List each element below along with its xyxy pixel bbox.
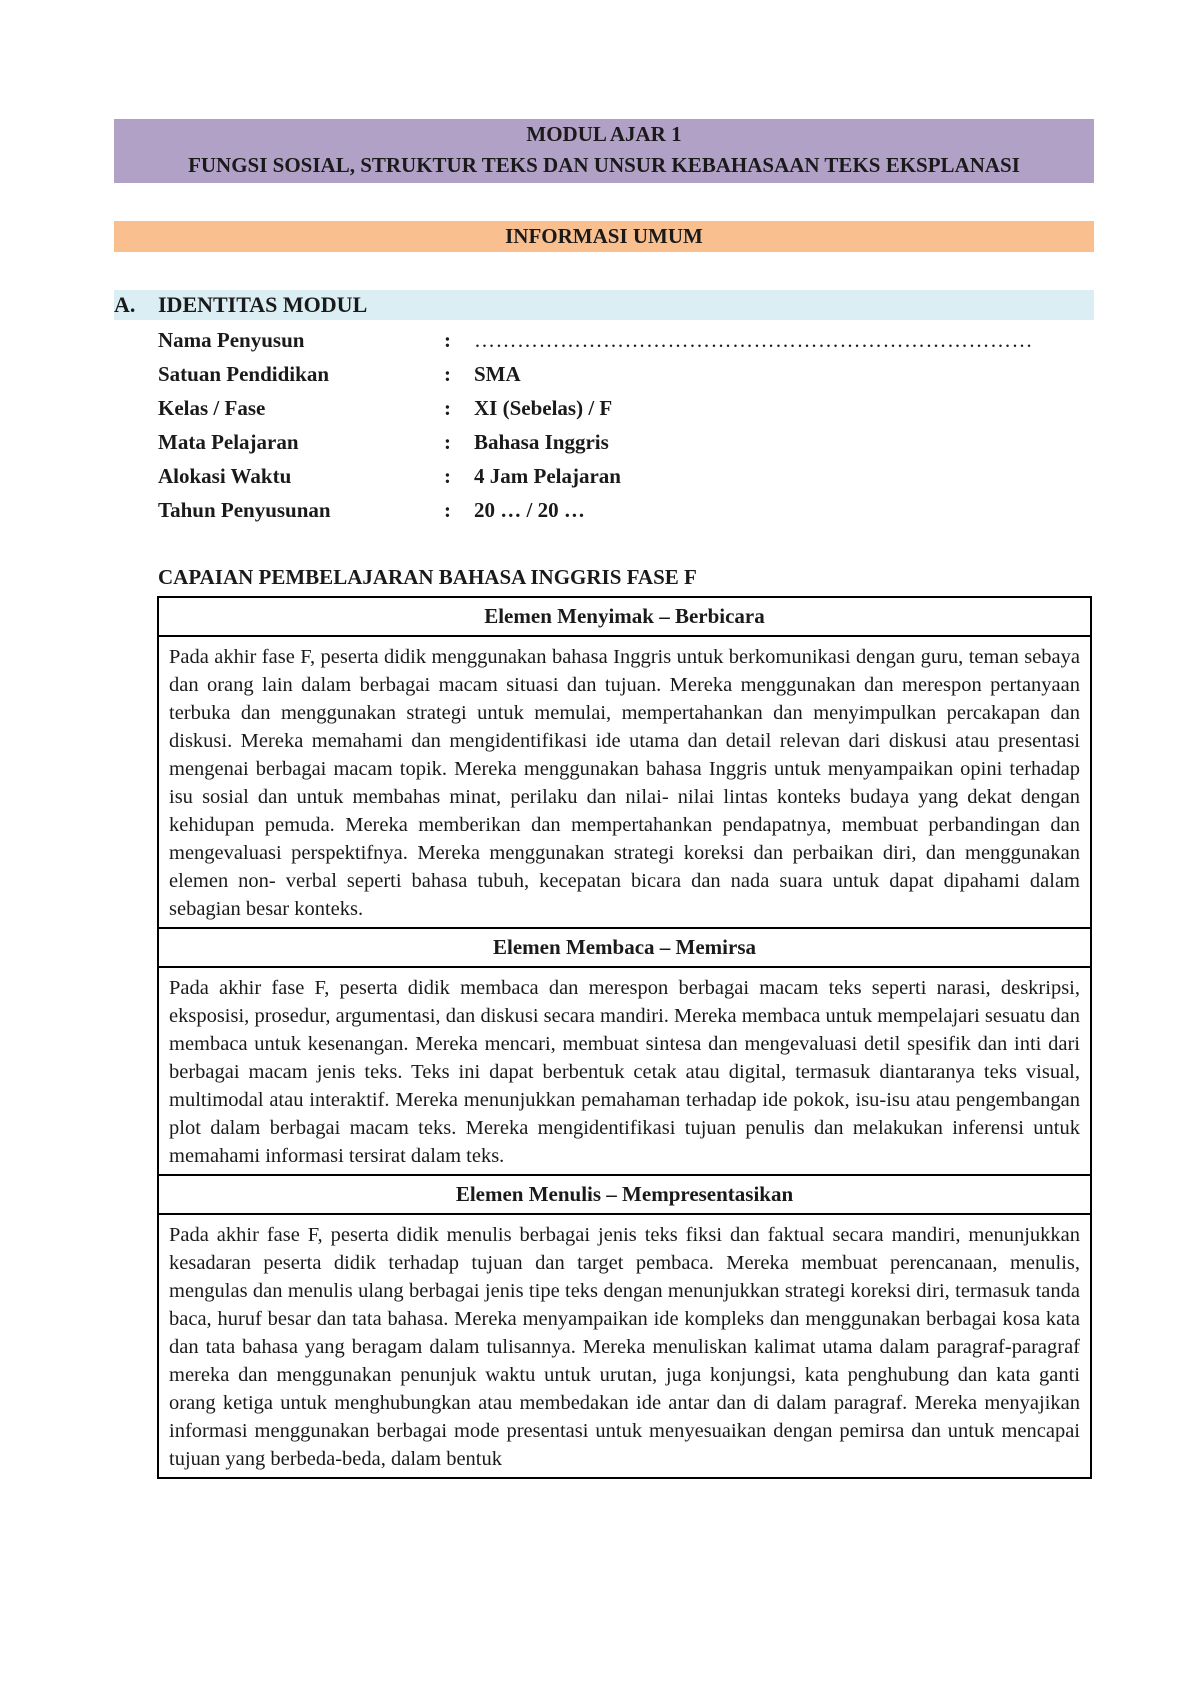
element-title-membaca-memirsa: Elemen Membaca – Memirsa xyxy=(158,928,1091,967)
identity-colon: : xyxy=(444,464,451,488)
identity-label: Alokasi Waktu xyxy=(158,464,292,488)
identity-row-alokasi-waktu xyxy=(158,459,1058,493)
capaian-heading: CAPAIAN PEMBELAJARAN BAHASA INGGRIS FASE F xyxy=(158,565,697,589)
identity-colon: : xyxy=(444,362,451,386)
identity-label: Mata Pelajaran xyxy=(158,430,299,454)
module-subtitle: FUNGSI SOSIAL, STRUKTUR TEKS DAN UNSUR KEBAHASAAN TEKS EKSPLANASI xyxy=(188,153,1020,177)
identity-row-satuan-pendidikan xyxy=(158,357,1058,391)
identity-value: SMA xyxy=(474,362,521,386)
element-text-membaca-memirsa: Pada akhir fase F, peserta didik membaca dan merespon berbagai macam teks seperti narasi, deskripsi, eksposisi, prosedur, argumentasi, dan diskusi secara mandiri. Mereka membaca untuk mempelajari sesuatu dan membaca untuk kesenangan. Mereka mencari, membuat sintesa dan mengevaluasi detil spesifik dan inti dari berbagai macam jenis teks. Teks ini dapat berbentuk cetak atau digital, termasuk diantaranya teks visual, multimodal atau interaktif. Mereka menunjukkan pemahaman terhadap ide pokok, isu-isu atau pengembangan plot dalam berbagai macam teks. Mereka mengidentifikasi tujuan penulis dan melakukan inferensi untuk memahami informasi tersirat dalam teks. xyxy=(158,967,1091,1175)
element-text-menyimak-berbicara: Pada akhir fase F, peserta didik menggunakan bahasa Inggris untuk berkomunikasi dengan guru, teman sebaya dan orang lain dalam berbagai macam situasi dan tujuan. Mereka menggunakan dan merespon pertanyaan terbuka dan menggunakan strategi untuk memulai, mempertahankan dan menyimpulkan percakapan dan diskusi. Mereka memahami dan mengidentifikasi ide utama dan detail relevan dari diskusi atau presentasi mengenai berbagai macam topik. Mereka menggunakan bahasa Inggris untuk menyampaikan opini terhadap isu sosial dan untuk membahas minat, perilaku dan nilai- nilai lintas konteks budaya yang dekat dengan kehidupan pemuda. Mereka memberikan dan mempertahankan pendapatnya, membuat perbandingan dan mengevaluasi perspektifnya. Mereka menggunakan strategi koreksi dan perbaikan diri, dan menggunakan elemen non- verbal seperti bahasa tubuh, kecepatan bicara dan nada suara untuk dapat dipahami dalam sebagian besar konteks. xyxy=(158,636,1091,928)
identity-colon: : xyxy=(444,328,451,352)
identity-label: Nama Penyusun xyxy=(158,328,305,352)
identity-colon: : xyxy=(444,430,451,454)
section-a-letter: A. xyxy=(114,292,136,317)
identity-value: Bahasa Inggris xyxy=(474,430,609,454)
identity-value: 4 Jam Pelajaran xyxy=(474,464,621,488)
identity-row-nama-penyusun xyxy=(158,323,1058,357)
identity-row-kelas-fase xyxy=(158,391,1058,425)
element-title-menulis-mempresentasikan: Elemen Menulis – Mempresentasikan xyxy=(158,1175,1091,1214)
identity-row-tahun-penyusunan xyxy=(158,493,1058,527)
identity-colon: : xyxy=(444,498,451,522)
element-title-menyimak-berbicara: Elemen Menyimak – Berbicara xyxy=(158,597,1091,636)
identity-value: …………………………………………………………………… xyxy=(474,328,1033,352)
section-a-title: IDENTITAS MODUL xyxy=(158,292,368,317)
module-title-banner xyxy=(114,119,1094,183)
identity-label: Satuan Pendidikan xyxy=(158,362,329,386)
element-text-menulis-mempresentasikan: Pada akhir fase F, peserta didik menulis berbagai jenis teks fiksi dan faktual secara mandiri, menunjukkan kesadaran peserta didik terhadap tujuan dan target pembaca. Mereka membuat perencanaan, menulis, mengulas dan menulis ulang berbagai jenis tipe teks dengan menunjukkan strategi koreksi diri, termasuk tanda baca, huruf besar dan tata bahasa. Mereka menyampaikan ide kompleks dan menggunakan berbagai kosa kata dan tata bahasa yang beragam dalam tulisannya. Mereka menuliskan kalimat utama dalam paragraf-paragraf mereka dan menggunakan penunjuk waktu untuk urutan, juga konjungsi, kata penghubung dan kata ganti orang ketiga untuk menghubungkan atau membedakan ide antar dan di dalam paragraf. Mereka menyajikan informasi menggunakan berbagai mode presentasi untuk menyesuaikan dengan pemirsa dan untuk mencapai tujuan yang berbeda-beda, dalam bentuk xyxy=(158,1214,1091,1478)
module-title: MODUL AJAR 1 xyxy=(526,122,682,146)
capaian-table xyxy=(157,596,1092,1479)
identity-label: Kelas / Fase xyxy=(158,396,266,420)
identity-colon: : xyxy=(444,396,451,420)
section-a-heading xyxy=(114,290,1094,320)
informasi-umum-heading: INFORMASI UMUM xyxy=(114,221,1094,252)
identity-value: 20 … / 20 … xyxy=(474,498,585,522)
identity-label: Tahun Penyusunan xyxy=(158,498,331,522)
identity-value: XI (Sebelas) / F xyxy=(474,396,613,420)
identity-list xyxy=(158,323,1058,527)
identity-row-mata-pelajaran xyxy=(158,425,1058,459)
